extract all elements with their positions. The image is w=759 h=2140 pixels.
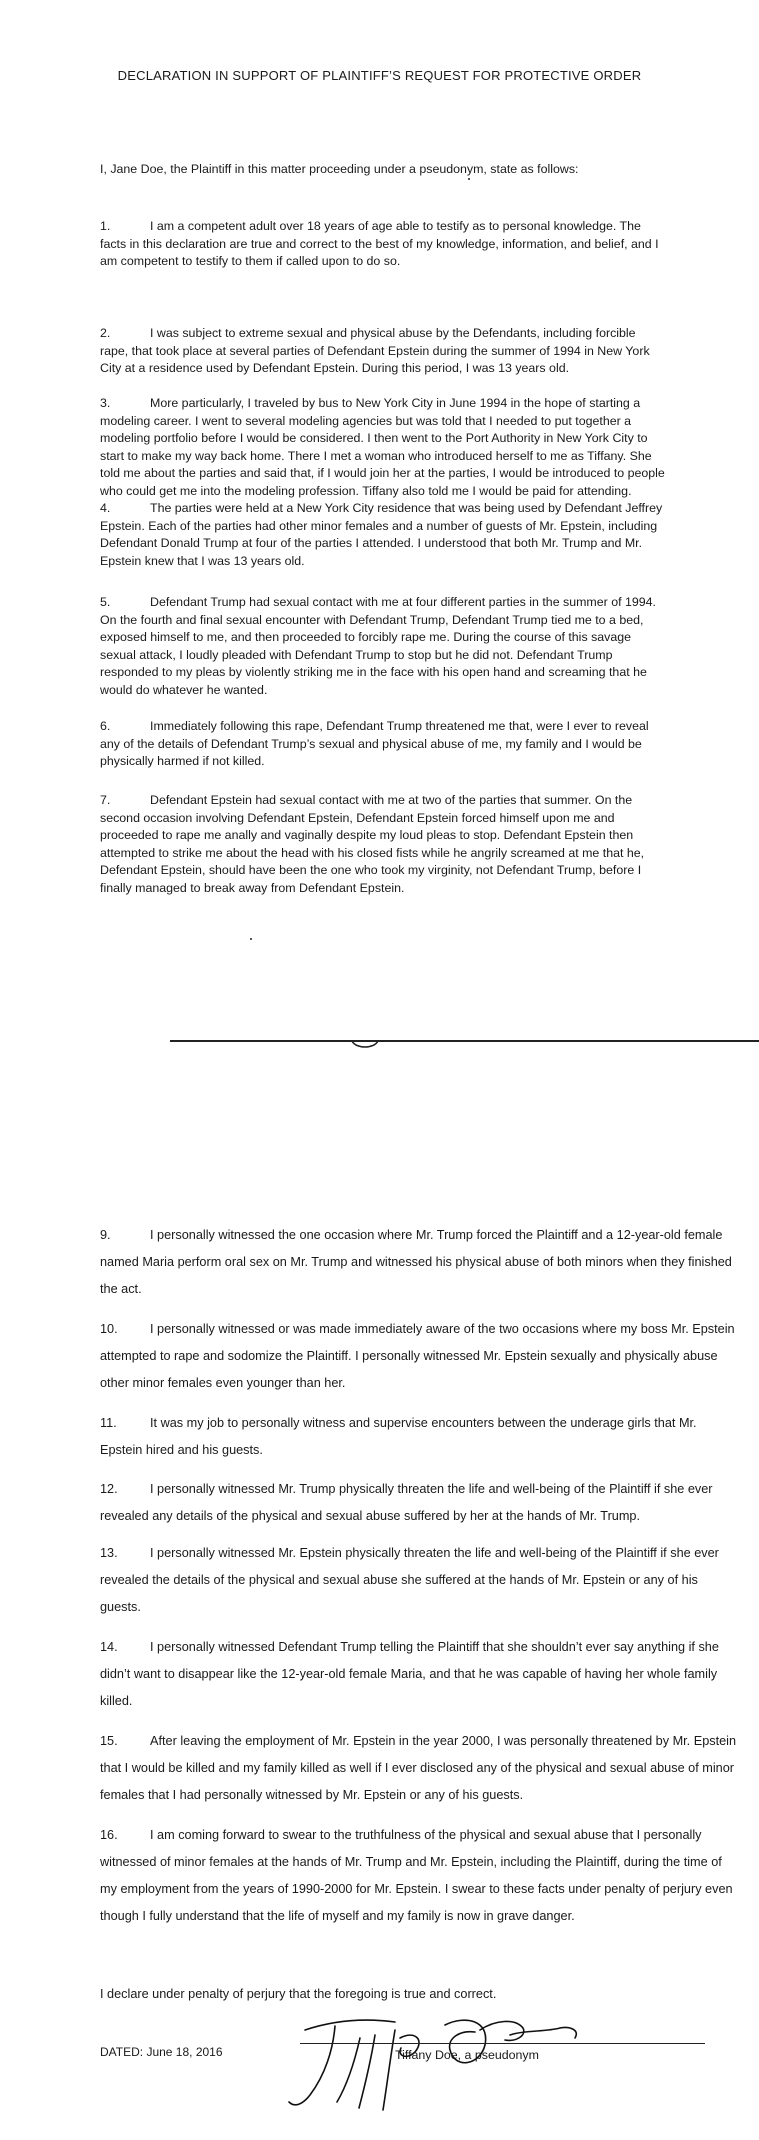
intro-paragraph: I, Jane Doe, the Plaintiff in this matter proceeding under a pseudonym, state as follows:: [100, 162, 579, 176]
paragraph-number: 6.: [100, 719, 111, 733]
paragraph-13: [100, 1540, 740, 1621]
dated-line: DATED: June 18, 2016: [100, 2045, 223, 2059]
paragraph-number: 11.: [100, 1416, 117, 1430]
scan-speck: [468, 178, 470, 180]
paragraph-text: Defendant Trump had sexual contact with me at four different parties in the summer of 1994. On the fourth and final sexual encounter with Defendant Trump, Defendant Trump tied me to a bed, exposed himself to me, and then proceeded to forcibly rape me. During the course of this savage sexual attack, I loudly pleaded with Defendant Trump to stop but he did not. Defendant Trump responded to my pleas by violently striking me in the face with his open hand and screaming that he would do whatever he wanted.: [100, 595, 656, 697]
paragraph-9: [100, 1222, 740, 1303]
paragraph-2: [100, 325, 665, 378]
paragraph-text: I personally witnessed Mr. Epstein physically threaten the life and well-being of the Plaintiff if she ever revealed the details of the physical and sexual abuse she suffered at the hands of Mr. Epstein or any of his guests.: [100, 1546, 719, 1614]
scan-cut-line: [170, 1040, 759, 1042]
paragraph-number: 15.: [100, 1734, 118, 1748]
signatory-name: Tiffany Doe, a pseudonym: [395, 2048, 539, 2062]
paragraph-text: It was my job to personally witness and supervise encounters between the underage girls that Mr. Epstein hired and his guests.: [100, 1416, 697, 1457]
paragraph-text: I was subject to extreme sexual and physical abuse by the Defendants, including forcible rape, that took place at several parties of Defendant Epstein during the summer of 1994 in New York City at a residence used by Defendant Epstein. During this period, I was 13 years old.: [100, 326, 650, 375]
paragraph-1: [100, 218, 665, 271]
paragraph-number: 2.: [100, 326, 111, 340]
signature-line: [300, 2043, 705, 2044]
paragraph-number: 14.: [100, 1640, 118, 1654]
paragraph-text: I am a competent adult over 18 years of age able to testify as to personal knowledge. The facts in this declaration are true and correct to the best of my knowledge, information, and belief, and I am competent to testify to them if called upon to do so.: [100, 219, 659, 268]
paragraph-14: [100, 1634, 740, 1715]
paragraph-12: [100, 1476, 740, 1530]
paragraph-number: 9.: [100, 1228, 111, 1242]
paragraph-16: [100, 1822, 740, 1930]
paragraph-5: [100, 594, 665, 699]
paragraph-4: [100, 500, 665, 570]
paragraph-text: Immediately following this rape, Defendant Trump threatened me that, were I ever to reveal any of the details of Defendant Trump’s sexual and physical abuse of me, my family and I would be physically harmed if not killed.: [100, 719, 649, 768]
paragraph-text: I personally witnessed Mr. Trump physically threaten the life and well-being of the Plaintiff if she ever revealed any details of the physical and sexual abuse suffered by her at the hands of Mr. Trump.: [100, 1482, 713, 1523]
paragraph-number: 7.: [100, 793, 111, 807]
paragraph-text: After leaving the employment of Mr. Epstein in the year 2000, I was personally threatened by Mr. Epstein that I would be killed and my family killed as well if I ever disclosed any of the physical and sexual abuse of minor females that I had personally witnessed by Mr. Epstein or any of his guests.: [100, 1734, 737, 1802]
paragraph-text: The parties were held at a New York City residence that was being used by Defendant Jeffrey Epstein. Each of the parties had other minor females and a number of guests of Mr. Epstein, including Defendant Donald Trump at four of the parties I attended. I understood that both Mr. Trump and Mr. Epstein knew that I was 13 years old.: [100, 501, 663, 568]
paragraph-15: [100, 1728, 740, 1809]
scan-speck: [250, 938, 252, 940]
paragraph-text: More particularly, I traveled by bus to New York City in June 1994 in the hope of starting a modeling career. I went to several modeling agencies but was told that I needed to put together a modeling portfolio before I would be considered. I then went to the Port Authority in New York City to start to make my way back home. There I met a woman who introduced herself to me as Tiffany. She told me about the parties and said that, if I would join her at the parties, I would be introduced to people who could get me into the modeling profession. Tiffany also told me I would be paid for attending.: [100, 396, 665, 498]
paragraph-number: 13.: [100, 1546, 118, 1560]
paragraph-text: I personally witnessed Defendant Trump telling the Plaintiff that she shouldn’t ever say anything if she didn’t want to disappear like the 12-year-old female Maria, and that he was capable of having her whole family killed.: [100, 1640, 719, 1708]
paragraph-number: 4.: [100, 501, 111, 515]
paragraph-11: [100, 1410, 740, 1464]
scan-artifact: [350, 1040, 380, 1050]
paragraph-text: I personally witnessed or was made immediately aware of the two occasions where my boss Mr. Epstein attempted to rape and sodomize the Plaintiff. I personally witnessed Mr. Epstein sexually and physically abuse other minor females even younger than her.: [100, 1322, 735, 1390]
declaration-statement: I declare under penalty of perjury that the foregoing is true and correct.: [100, 1987, 497, 2001]
paragraph-3: [100, 395, 665, 500]
paragraph-6: [100, 718, 665, 771]
paragraph-number: 10.: [100, 1322, 118, 1336]
paragraph-10: [100, 1316, 740, 1397]
paragraph-number: 1.: [100, 219, 111, 233]
paragraph-7: [100, 792, 665, 897]
document-title: DECLARATION IN SUPPORT OF PLAINTIFF’S REQUEST FOR PROTECTIVE ORDER: [117, 68, 642, 83]
paragraph-number: 16.: [100, 1828, 118, 1842]
paragraph-text: Defendant Epstein had sexual contact with me at two of the parties that summer. On the second occasion involving Defendant Epstein, Defendant Epstein forced himself upon me and proceeded to rape me anally and vaginally despite my loud pleas to stop. Defendant Epstein then attempted to strike me about the head with his closed fists while he angrily screamed at me that he, Defendant Epstein, should have been the one who took my virginity, not Defendant Trump, before I finally managed to break away from Defendant Epstein.: [100, 793, 645, 895]
paragraph-text: I personally witnessed the one occasion where Mr. Trump forced the Plaintiff and a 12-year-old female named Maria perform oral sex on Mr. Trump and witnessed his physical abuse of both minors when they finished the act.: [100, 1228, 732, 1296]
paragraph-number: 5.: [100, 595, 111, 609]
paragraph-number: 3.: [100, 396, 111, 410]
paragraph-number: 12.: [100, 1482, 118, 1496]
paragraph-text: I am coming forward to swear to the truthfulness of the physical and sexual abuse that I personally witnessed of minor females at the hands of Mr. Trump and Mr. Epstein, including the Plaintiff, during the time of my employment from the years of 1990-2000 for Mr. Epstein. I swear to these facts under penalty of perjury even though I fully understand that the life of myself and my family is now in grave danger.: [100, 1828, 733, 1923]
